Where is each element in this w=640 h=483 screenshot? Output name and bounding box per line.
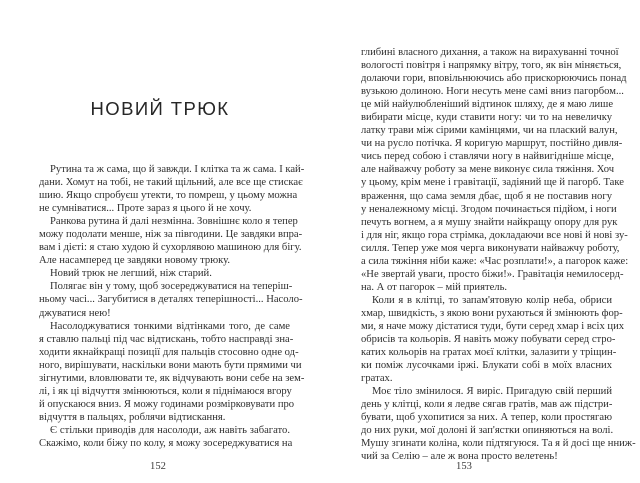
text-line: дани. Хомут на тобі, не такий щільний, але все ще стискає [39, 177, 303, 189]
text-line: катих кольорів на гратах моєї клітки, залазити у тріщин- [361, 347, 617, 359]
page-number-left: 152 [150, 461, 166, 472]
text-line: ного, вирішувати, наскільки вони мають бути прямими чи [39, 359, 302, 371]
text-line: це мій найулюбленіший відтинок шляху, де я маю лише [361, 99, 614, 111]
right-page [320, 0, 640, 483]
text-line: Рутина та ж сама, що й завжди. І клітка та ж сама. І кай- [50, 164, 305, 175]
text-line: ходити якнайкращі позиції для пальців стосовно одне од- [39, 346, 299, 358]
text-line: можу подолати менше, ніж за півгодини. Це завдяки впра- [39, 229, 303, 241]
text-line: «Не звертай уваги, просто біжи!». Гравітація немилосерд- [361, 268, 624, 280]
text-line: чий за Селію – але ж вона просто велетень! [361, 451, 558, 463]
text-line: Мушу згинати коліна, коли підтягуюся. Та я й досі ще нниж- [361, 438, 636, 450]
text-line: але найважчу роботу за мене виконує сила тяжіння. Хоч [361, 164, 615, 176]
text-line: долаючи гори, вповільнюючись або прискорюючись понад [361, 73, 627, 85]
text-line: у неналежному місці. Згодом починається підйом, і ноги [361, 203, 617, 215]
text-line: вам і дієті: я стаю худою й сухорлявою машиною для бігу. [39, 242, 302, 254]
text-line: а сила тяжіння ніби каже: «Час розплати!», а пагорок каже: [361, 255, 629, 267]
page-number-right: 153 [456, 461, 472, 472]
text-line: бувати, щоб ухопитися за них. А тепер, коли простягаю [361, 412, 612, 424]
text-line: день у клітці, коли я ледве сягав гратів, мав аж підстри- [361, 399, 613, 411]
text-line: Скажімо, коли біжу по колу, я можу зосереджуватися на [39, 437, 293, 449]
text-line: до них руки, мої долоні й зап'ястки опиняються на волі. [361, 425, 614, 437]
text-line: я ставлю пальці під час відтискань, тобто насправді зна- [39, 333, 294, 345]
text-line: лі, і як ці відчуття змінюються, коли я піднімаюся вгору [39, 385, 292, 397]
text-line: й опускаюся вниз. Я можу годинами розмірковувати про [39, 398, 295, 410]
text-line: Є стільки приводів для насолоди, аж навіть забагато. [50, 424, 290, 436]
text-line: шию. Якщо спробуєш утекти, то помреш, у цьому можна [39, 190, 298, 202]
text-line: Моє тіло змінилося. Я виріс. Пригадую свій перший [372, 386, 612, 398]
text-line: латку трави між сірими камінцями, чи на плаский валун, [361, 125, 618, 137]
text-line: гратах. [361, 373, 393, 385]
text-line: ки поміж лусочками іржі. Блукати собі в моїх власних [361, 360, 612, 372]
text-line: ми, я наче можу дістатися туди, бути серед хмар і всіх цих [361, 320, 625, 332]
text-line: Але насамперед це завдяки новому трюку. [39, 255, 231, 267]
text-line: і для ніг, якщо гора стрімка, докладаючи все нові й нові зу- [361, 229, 628, 241]
text-line: на. А от пагорок – мій приятель. [361, 281, 508, 293]
text-line: Новий трюк не легший, ніж старий. [50, 268, 212, 280]
text-line: силля. Тепер уже моя черга виконувати найважчу роботу, [361, 242, 620, 254]
text-line: Насолоджуватися тонкими відтінками того, де саме [50, 320, 290, 332]
text-line: джуватися нею! [39, 307, 111, 319]
text-line: чись перед собою і ставлячи ногу в найвигідніше місце, [361, 151, 614, 163]
text-line: вибирати місце, куди ставити ногу: чи то на невеличку [361, 112, 612, 124]
text-line: враження, що сама земля дбає, щоб я не поставив ногу [361, 190, 612, 202]
text-line: зігнутими, вловлювати те, як відчувають вони себе на зем- [39, 372, 305, 384]
text-line: Ранкова рутина й далі незмінна. Зовнішнє коло я тепер [50, 216, 298, 228]
text-line: глибині власного дихання, а також на вирахуванні точної [361, 47, 619, 58]
text-line: чи на русло потічка. Я коригую маршрут, постійно дивля- [361, 138, 623, 150]
left-page-body [39, 163, 305, 450]
text-line: хмар, швидкість, з якою вони рухаються й змінюють фор- [361, 307, 623, 319]
text-line: вузькою долиною. Ноги несуть мене самі вниз пагорбом... [361, 86, 624, 98]
text-line: Коли я в клітці, то запам'ятовую колір неба, обриси [372, 294, 612, 306]
text-line: Полягає він у тому, щоб зосереджуватися на теперіш- [50, 281, 293, 293]
text-line: ньому часі... Загубитися в деталях теперішності... Насоло- [39, 294, 303, 306]
text-line: відчуття в пальцях, роблячи відтискання. [39, 411, 226, 423]
text-line: печуть вогнем, а я мушу знайти найкращу опору для рук [361, 216, 618, 228]
text-line: вологості повітря і напрямку вітру, того, як він міняється, [361, 60, 622, 72]
text-line: не сумніватися... Проте зараз я цього й не хочу. [39, 203, 252, 215]
text-line: у цьому, крім мене і гравітації, задіяний ще й пагорб. Таке [361, 177, 624, 189]
text-line: обрисів та кольорів. Я навіть можу побувати серед стро- [361, 334, 616, 346]
chapter-title: НОВИЙ ТРЮК [90, 98, 230, 119]
right-page-body [361, 46, 636, 464]
